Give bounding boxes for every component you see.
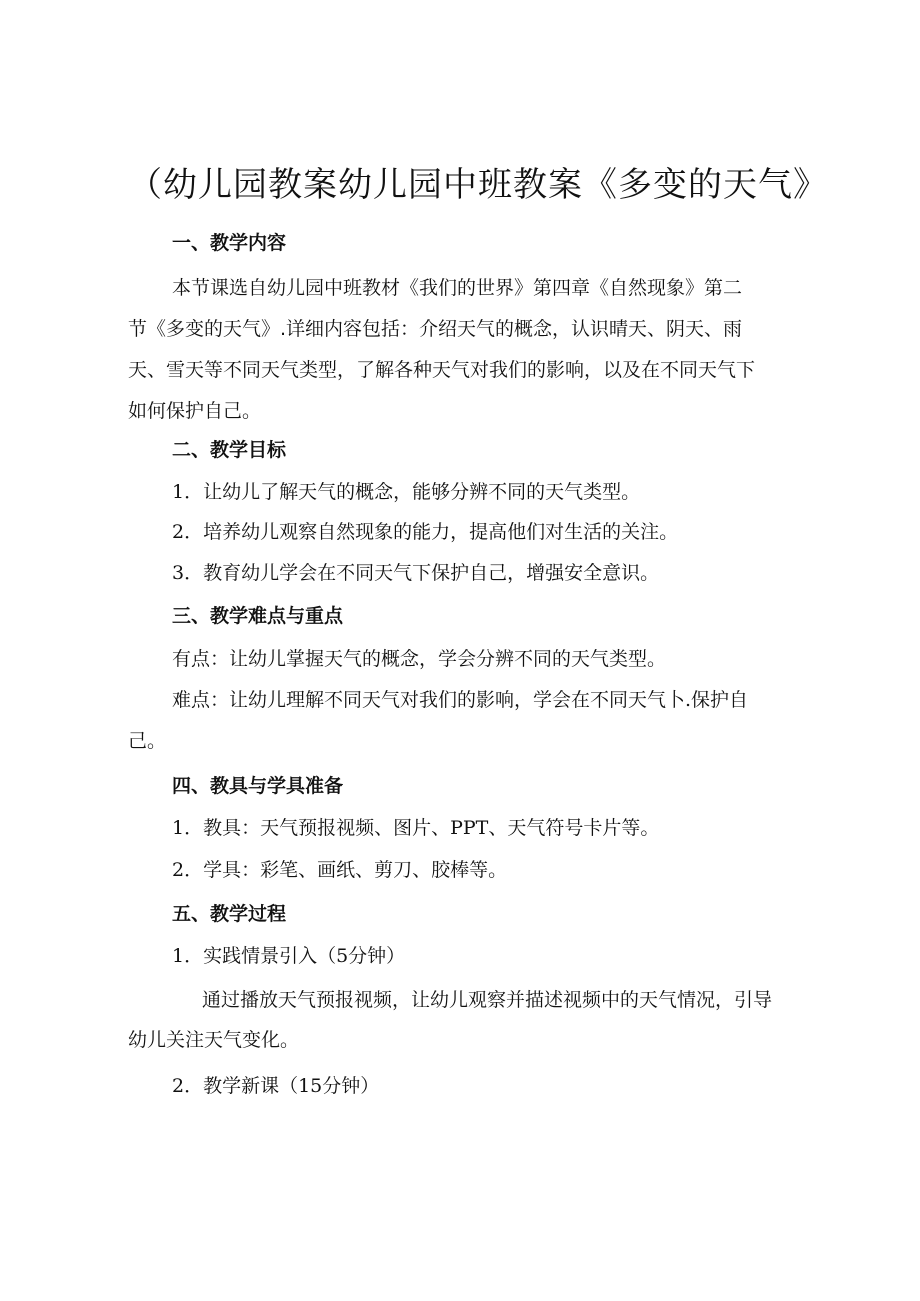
process-step-1-title: 1．实践情景引入（5分钟） bbox=[172, 945, 406, 967]
content-line-4: 如何保护自己。 bbox=[128, 400, 262, 422]
process-step-2-title: 2．教学新课（15分钟） bbox=[172, 1075, 380, 1097]
content-line-1: 本节课选自幼儿园中班教材《我们的世界》第四章《自然现象》第二 bbox=[172, 277, 743, 299]
goal-item-2: 2．培养幼儿观察自然现象的能力，提高他们对生活的关注。 bbox=[172, 521, 679, 543]
section-heading-content: 一、教学内容 bbox=[172, 232, 287, 254]
keypoint-difficulty-line-1: 难点：让幼儿理解不同天气对我们的影响，学会在不同天气卜.保护自 bbox=[172, 689, 749, 711]
section-heading-process: 五、教学过程 bbox=[172, 903, 287, 925]
document-title: （幼儿园教案幼儿园中班教案《多变的天气》 bbox=[128, 165, 828, 205]
section-heading-materials: 四、教具与学具准备 bbox=[172, 775, 344, 797]
keypoint-difficulty-line-2: 己。 bbox=[128, 730, 167, 752]
process-step-1-line-1: 通过播放天气预报视频，让幼儿观察并描述视频中的天气情况，引导 bbox=[202, 989, 773, 1011]
section-heading-goals: 二、教学目标 bbox=[172, 439, 287, 461]
goal-item-1: 1．让幼儿了解天气的概念，能够分辨不同的天气类型。 bbox=[172, 481, 641, 503]
section-heading-keypoints: 三、教学难点与重点 bbox=[172, 605, 344, 627]
content-line-2: 节《多变的天气》.详细内容包括：介绍天气的概念，认识晴天、阴天、雨 bbox=[128, 318, 743, 340]
goal-item-3: 3．教育幼儿学会在不同天气下保护自己，增强安全意识。 bbox=[172, 562, 660, 584]
material-item-2: 2．学具：彩笔、画纸、剪刀、胶棒等。 bbox=[172, 859, 508, 881]
content-line-3: 天、雪天等不同天气类型，了解各种天气对我们的影响，以及在不同天气下 bbox=[128, 359, 756, 381]
material-item-1: 1．教具：天气预报视频、图片、PPT、天气符号卡片等。 bbox=[172, 817, 660, 839]
keypoint-focus: 有点：让幼儿掌握天气的概念，学会分辨不同的天气类型。 bbox=[172, 648, 667, 670]
content-paragraph bbox=[128, 268, 798, 432]
process-step-1-line-2: 幼儿关注天气变化。 bbox=[128, 1029, 300, 1051]
